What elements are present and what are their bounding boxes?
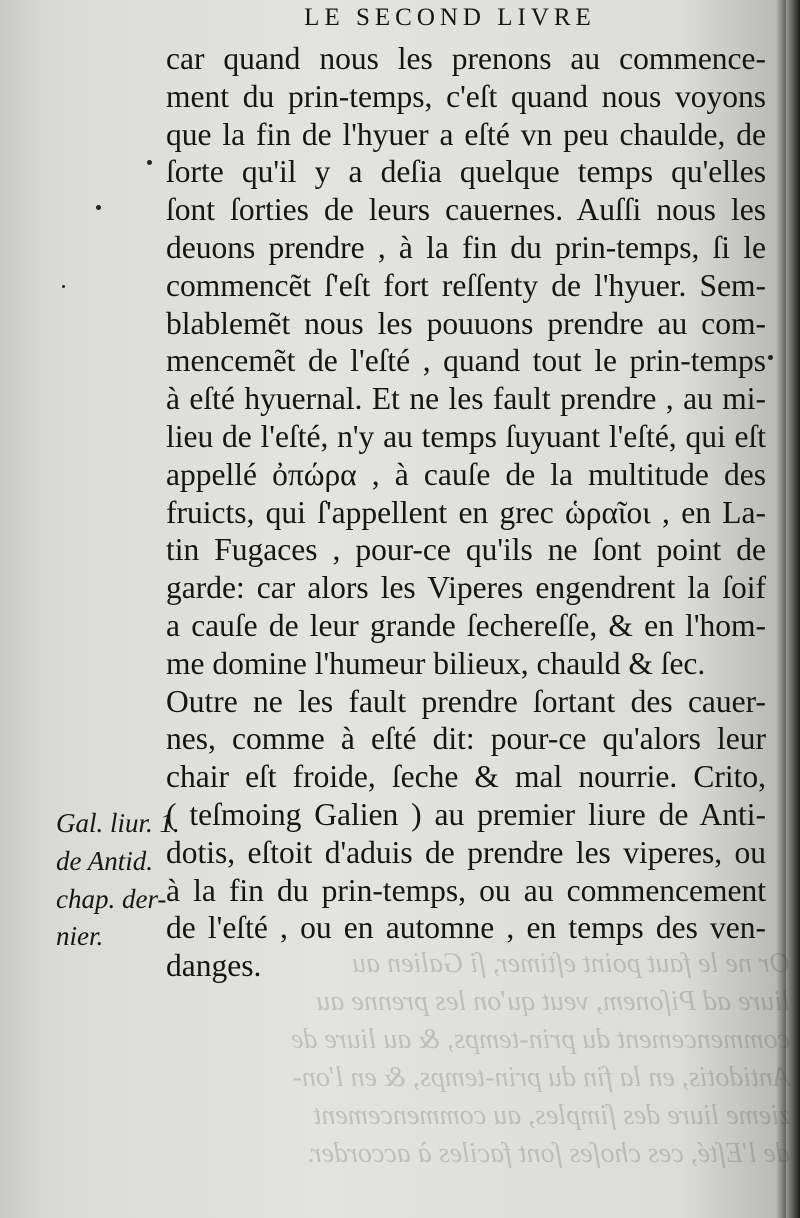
text-line: ment du prin-temps, c'eſt quand nous voyons (166, 78, 766, 114)
margin-line: chap. der- (56, 883, 167, 914)
text-line: tin Fugaces , pour-ce qu'ils ne ſont point de (166, 532, 766, 568)
main-text-block (166, 40, 766, 985)
margin-line: de Antid. (56, 845, 153, 876)
text-line: danges. (166, 948, 262, 984)
ink-dot (147, 160, 152, 165)
text-line: a cauſe de leur grande ſechereſſe, & en l'hom- (166, 607, 766, 643)
text-line: à eſté hyuernal. Et ne les fault prendre , au mi- (166, 381, 766, 417)
text-line: commencẽt ſ'eſt fort reſſenty de l'hyuer. Sem- (166, 267, 766, 303)
text-line: ſont ſorties de leurs cauernes. Auſſi nous les (166, 192, 766, 228)
text-line: me domine l'humeur bilieux, chauld & ſec. (166, 645, 706, 681)
text-line: que la fin de l'hyuer a eſté vn peu chaulde, de (166, 116, 766, 152)
text-line: mencemẽt de l'eſté , quand tout le prin-temps (166, 343, 766, 379)
margin-line: Gal. liur. 1. (56, 808, 180, 838)
text-line: à la fin du prin-temps, ou au commencement (166, 872, 766, 908)
text-line: garde: car alors les Viperes engendrent la ſoif (166, 570, 766, 606)
text-line: Outre ne les fault prendre ſortant des cauer- (166, 683, 766, 719)
text-line: de l'eſté , ou en automne , en temps des ven- (166, 910, 766, 946)
text-line: deuons prendre , à la fin du prin-temps, ſi le (166, 229, 766, 265)
ink-dot (768, 355, 773, 360)
text-line: ( teſmoing Galien ) au premier liure de Anti- (166, 796, 766, 832)
text-line: appellé ὀπώρα , à cauſe de la multitude des (166, 456, 766, 492)
show-through-reverse-text: Or ne le faut point eſtimer, ſi Galien au liure ad Piſonem, veut qu'on les prenne au commencement du prin-temps, & au liure de Antidotis, en la fin du prin-temps, & en l'on- zieme liure des ſimples, au commencement de l'Eſté, ces choſes ſont faciles à accorder. (291, 948, 790, 1169)
margin-line: nier. (56, 921, 104, 952)
ink-dot (96, 205, 101, 210)
marginal-citation (56, 805, 180, 956)
text-line: fruicts, qui ſ'appellent en grec ὡραῖοι , en La- (166, 494, 766, 530)
text-line: chair eſt froide, ſeche & mal nourrie. Crito, (166, 759, 766, 795)
running-header: LE SECOND LIVRE (304, 4, 596, 31)
text-line: blablemẽt nous les pouuons prendre au com- (166, 305, 766, 341)
ink-dot (62, 285, 65, 288)
text-line: dotis, eſtoit d'aduis de prendre les viperes, ou (166, 834, 766, 870)
text-line: ſorte qu'il y a deſia quelque temps qu'elles (166, 154, 766, 190)
text-line: lieu de l'eſté, n'y au temps ſuyuant l'eſté, qui eſt (166, 418, 766, 454)
text-line: nes, comme à eſté dit: pour-ce qu'alors leur (166, 721, 766, 757)
text-line: car quand nous les prenons au commence- (166, 41, 766, 76)
